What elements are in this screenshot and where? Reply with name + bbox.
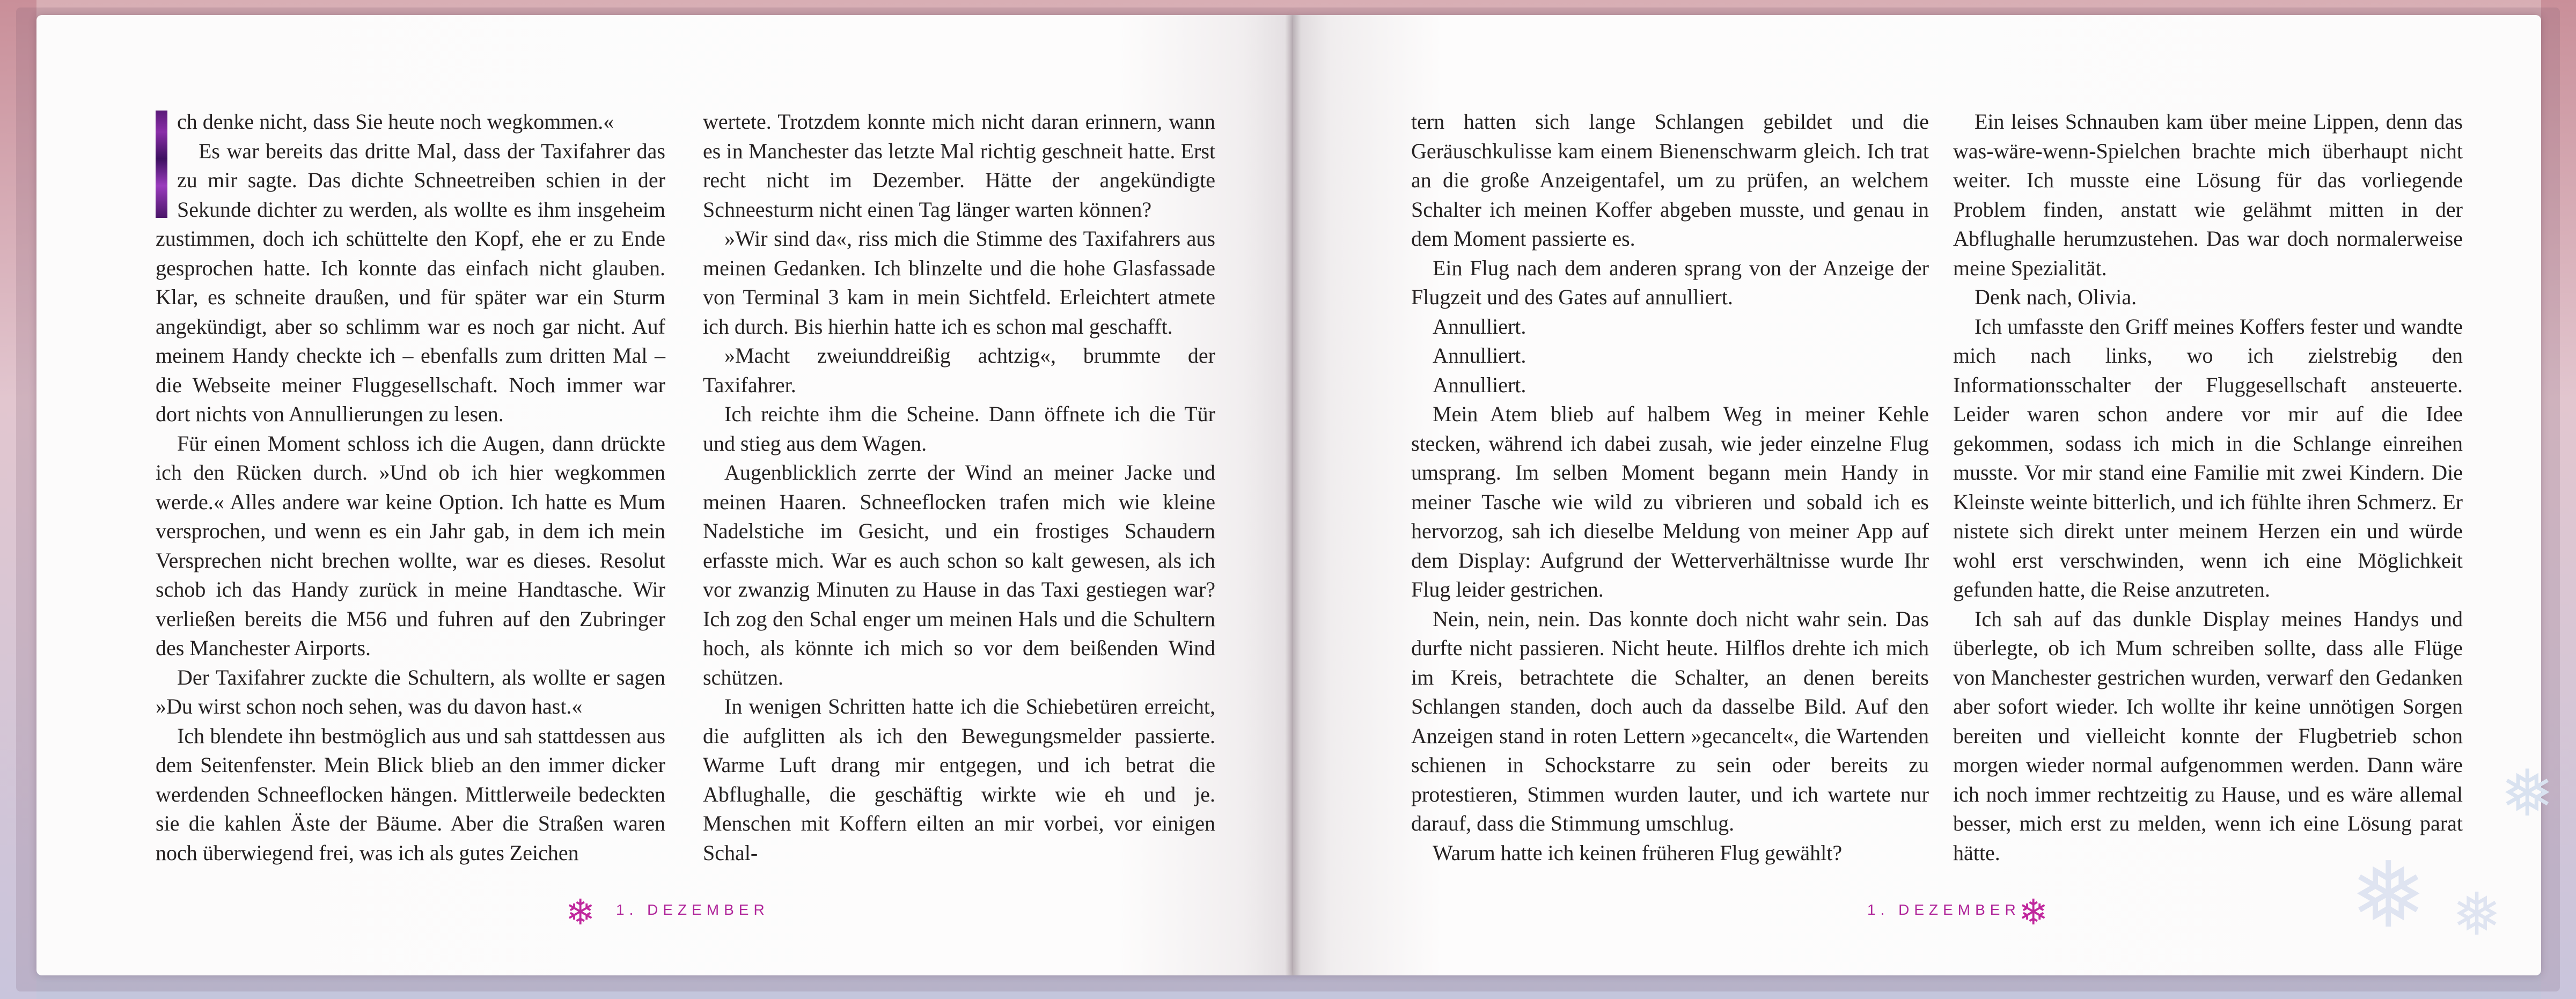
paragraph: Augenblicklich zerrte der Wind an meiner Jacke und meinen Haaren. Schneeflocken trafen mich wie kleine Nadelstiche im Gesicht, und ein frostiges Schaudern erfasste mich. War es auch schon so kalt gewesen, als ich vor zwanzig Minuten zu Hause in das Taxi gestiegen war? Ich zog den Schal enger um meinen Hals und die Schultern hoch, als könnte ich mich so vor dem beißenden Wind schützen. [703,460,1215,689]
paragraph: ch denke nicht, dass Sie heute noch wegkommen.« [156,107,665,137]
text-column-1 [156,107,665,868]
paragraph: Ich umfasste den Griff meines Koffers fester und wandte mich nach links, wo ich zielstrebig den Informationsschalter der Fluggesellschaft ansteuerte. Leider waren schon andere vor mir auf die Idee gekommen, sodass ich mich in die Schlange einreihen musste. Vor mir stand eine Familie mit zwei Kindern. Die Kleinste weinte bitterlich, und ich fühlte ihren Schmerz. Er nistete sich direkt unter meinem Herzen ein und würde wohl erst verschwinden, wenn ich eine Möglichkeit gefunden hatte, die Reise anzutreten. [1953,314,2463,601]
paragraph: Mein Atem blieb auf halbem Weg in meiner Kehle stecken, während ich dabei zusah, wie jeder einzelne Flug umsprang. Im selben Moment begann mein Handy in meiner Tasche wie wild zu vibrieren und sobald ich es hervorzog, sah ich dieselbe Meldung von meiner App auf dem Display: Aufgrund der Wetterverhältnisse wurde Ihr Flug leider gestrichen. [1411,402,1929,601]
page-footer-left: 1. DEZEMBER [616,901,769,918]
text-column-2 [703,107,1215,868]
paragraph: Ein Flug nach dem anderen sprang von der Anzeige der Flugzeit und des Gates auf annulliert. [1411,255,1929,309]
paragraph: Annulliert. [1433,372,1526,397]
snowflake-decoration-icon: ❅ [2452,882,2502,947]
paragraph: Annulliert. [1433,343,1526,368]
text-column-3 [1411,107,1929,868]
paragraph: tern hatten sich lange Schlangen gebildet und die Geräuschkulisse kam einem Bienenschwarm gleich. Ich trat an die große Anzeigentafel, um zu prüfen, an welchem Schalter ich meinen Koffer abgeben musste, und genau in dem Moment passierte es. [1411,109,1929,251]
paragraph: Ich sah auf das dunkle Display meines Handys und überlegte, ob ich Mum schreiben sollte, dass alle Flüge von Manchester gestrichen wurden, verwarf den Gedanken aber sofort wieder. Ich wollte ihr keine unnötigen Sorgen bereiten und vielleicht konnte der Flugbetrieb schon morgen wieder normal aufgenommen werden. Dann wäre ich noch immer rechtzeitig zu Hause, und es wäre allemal besser, mich erst zu melden, wenn ich eine Lösung parat hätte. [1953,606,2463,865]
snowflake-decoration-icon: ❅ [2500,758,2555,829]
paragraph: Nein, nein, nein. Das konnte doch nicht wahr sein. Das durfte nicht passieren. Nicht heute. Hilflos drehte ich mich im Kreis, betrachtete die Schalter, an denen bereits Schlangen standen, doch auch da dasselbe Bild. Auf den Anzeigen stand in roten Lettern »gecancelt«, die Wartenden schienen in Schockstarre zu sein oder bereits zu protestieren, Stimmen wurden lauter, und ich wartete nur darauf, dass die Stimmung umschlug. [1411,606,1929,835]
paragraph: Es war bereits das dritte Mal, dass der Taxifahrer das zu mir sagte. Das dichte Schneetreiben schien in der Sekunde dichter zu werden, als wollte es ihm insgeheim zustimmen, doch ich schüttelte den Kopf, ehe er zu Ende gesprochen hatte. Ich konnte das einfach nicht glauben. Klar, es schneite draußen, und für später war ein Sturm angekündigt, aber so schlimm war es noch gar nicht. Auf meinem Handy checkte ich – ebenfalls zum dritten Mal – die Webseite meiner Fluggesellschaft. Noch immer war dort nichts von Annullierungen zu lesen. [156,138,665,426]
paragraph: Ein leises Schnauben kam über meine Lippen, denn das was-wäre-wenn-Spielchen brachte mich überhaupt nicht weiter. Ich musste eine Lösung für das vorliegende Problem finden, anstatt wie gelähmt mitten in der Abflughalle herumzustehen. Das war doch normalerweise meine Spezialität. [1953,109,2463,280]
paragraph: »Wir sind da«, riss mich die Stimme des Taxifahrers aus meinen Gedanken. Ich blinzelte und die hohe Glasfassade von Terminal 3 kam in mein Sichtfeld. Erleichtert atmete ich durch. Bis hierhin hatte ich es schon mal geschafft. [703,226,1215,339]
paragraph: In wenigen Schritten hatte ich die Schiebetüren erreicht, die aufglitten als ich den Bewegungsmelder passierte. Warme Luft drang mir entgegen, und ich betrat die Abflughalle, die geschäftig wirkte wie eh und je. Menschen mit Koffern eilten an mir vorbei, vor einigen Schal- [703,694,1215,865]
paragraph: Für einen Moment schloss ich die Augen, dann drückte ich den Rücken durch. »Und ob ich hier wegkommen werde.« Alles andere war keine Option. Ich hatte es Mum versprochen, und wenn es ein Jahr gab, in dem ich mein Versprechen nicht brechen wollte, war es dieses. Resolut schob ich das Handy zurück in meine Handtasche. Wir verließen bereits die M56 und fuhren auf den Zubringer des Manchester Airports. [156,431,665,660]
paragraph: Annulliert. [1433,314,1526,339]
text-column-4 [1953,107,2463,868]
paragraph: wertete. Trotzdem konnte mich nicht daran erinnern, wann es in Manchester das letzte Mal richtig geschneit hatte. Erst recht nicht im Dezember. Hätte der angekündigte Schneesturm nicht einen Tag länger warten können? [703,109,1215,222]
paragraph: Der Taxifahrer zuckte die Schultern, als wollte er sagen »Du wirst schon noch sehen, was du davon hast.« [156,665,665,718]
snowflake-icon: ❄ [2019,893,2049,932]
paragraph: Warum hatte ich keinen früheren Flug gewählt? [1433,840,1843,865]
page-footer-right: 1. DEZEMBER [1867,901,2021,918]
snowflake-decoration-icon: ❅ [2350,846,2427,946]
paragraph: »Macht zweiunddreißig achtzig«, brummte der Taxifahrer. [703,343,1215,397]
paragraph: Ich blendete ihn bestmöglich aus und sah stattdessen aus dem Seitenfenster. Mein Blick blieb an den immer dicker werdenden Schneeflocken hängen. Mittlerweile bedeckten sie die kahlen Äste der Bäume. Aber die Straßen waren noch überwiegend frei, was ich als gutes Zeichen [156,723,665,865]
snowflake-icon: ❄ [566,893,596,932]
book-gutter [1285,15,1301,975]
drop-cap-ornament [156,111,167,218]
paragraph: Denk nach, Olivia. [1975,285,2137,309]
paragraph: Ich reichte ihm die Scheine. Dann öffnete ich die Tür und stieg aus dem Wagen. [703,402,1215,456]
